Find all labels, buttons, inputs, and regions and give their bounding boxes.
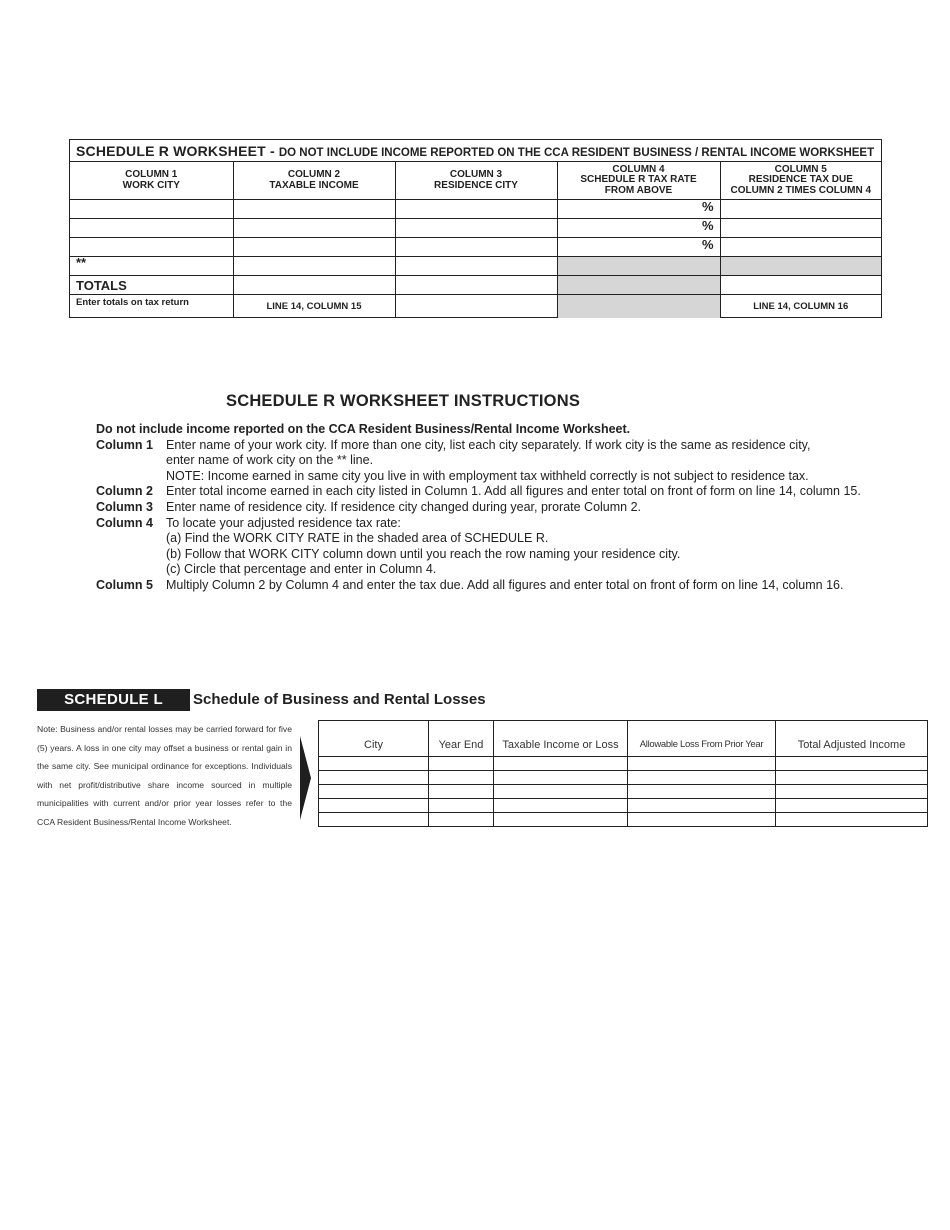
city-input[interactable] — [319, 771, 429, 785]
instruction-line: (b) Follow that WORK CITY column down until you reach the row naming your residence city. — [166, 546, 681, 561]
total-residence-tax-input[interactable] — [720, 276, 881, 295]
shaded-cell — [557, 257, 720, 276]
city-input[interactable] — [319, 757, 429, 771]
allowable-loss-header: Allowable Loss From Prior Year — [628, 721, 776, 757]
year-end-input[interactable] — [429, 757, 494, 771]
instruction-line: Enter total income earned in each city listed in Column 1. Add all figures and enter total on front of form on line 14, column 15. — [166, 484, 861, 499]
work-city-input-1[interactable] — [70, 200, 233, 219]
year-end-input[interactable] — [429, 785, 494, 799]
shaded-cell — [557, 276, 720, 295]
work-city-input-3[interactable] — [70, 238, 233, 257]
star-row — [70, 257, 881, 276]
col5-header: COLUMN 5 RESIDENCE TAX DUE COLUMN 2 TIMES COLUMN 4 — [720, 162, 881, 200]
residence-city-input-3[interactable] — [395, 238, 557, 257]
table-row — [70, 219, 881, 238]
year-end-input[interactable] — [429, 813, 494, 827]
instruction-line: enter name of work city on the ** line. — [166, 453, 374, 468]
instruction-column-1 — [96, 438, 896, 485]
col4-header: COLUMN 4 SCHEDULE R TAX RATE FROM ABOVE — [557, 162, 720, 200]
year-end-header: Year End — [429, 721, 494, 757]
star-taxable-income-input[interactable] — [233, 257, 395, 276]
residence-city-input-1[interactable] — [395, 200, 557, 219]
table-row — [319, 771, 928, 785]
schedule-l-badge: SCHEDULE L — [37, 689, 190, 711]
instruction-column-2 — [96, 484, 896, 500]
instruction-label: Column 3 — [96, 499, 153, 514]
tax-rate-input-1[interactable]: % — [557, 200, 720, 219]
instruction-column-4 — [96, 516, 896, 578]
star-residence-city-input[interactable] — [395, 257, 557, 276]
total-adjusted-income-input[interactable] — [776, 757, 928, 771]
total-adjusted-income-input[interactable] — [776, 785, 928, 799]
arrow-pointer-icon — [300, 736, 312, 820]
schedule-l-table — [318, 720, 928, 827]
instructions-block — [96, 422, 896, 594]
taxable-income-input[interactable] — [494, 771, 628, 785]
schedule-l-header-row — [319, 721, 928, 757]
residence-tax-input-1[interactable] — [720, 200, 881, 219]
city-header: City — [319, 721, 429, 757]
shaded-cell — [557, 295, 720, 318]
star-row-label[interactable]: ** — [70, 257, 233, 276]
instruction-label: Column 2 — [96, 484, 153, 499]
col3-header: COLUMN 3 RESIDENCE CITY — [395, 162, 557, 200]
enter-totals-col3-cell — [395, 295, 557, 318]
col1-header: COLUMN 1 WORK CITY — [70, 162, 233, 200]
instruction-line: Enter name of residence city. If residence city changed during year, prorate Column 2. — [166, 499, 642, 514]
instruction-line: To locate your adjusted residence tax rate: — [166, 515, 401, 530]
allowable-loss-input[interactable] — [628, 785, 776, 799]
totals-col3-cell — [395, 276, 557, 295]
instruction-line: Multiply Column 2 by Column 4 and enter the tax due. Add all figures and enter total on front of form on line 14, column 16. — [166, 577, 844, 592]
allowable-loss-input[interactable] — [628, 771, 776, 785]
instructions-title: SCHEDULE R WORKSHEET INSTRUCTIONS — [226, 392, 581, 410]
worksheet-table — [70, 162, 881, 318]
allowable-loss-input[interactable] — [628, 799, 776, 813]
instruction-column-5 — [96, 578, 896, 594]
worksheet-title: SCHEDULE R WORKSHEET - — [76, 143, 275, 159]
schedule-l-title: Schedule of Business and Rental Losses — [193, 691, 486, 708]
schedule-l-note: Note: Business and/or rental losses may be carried forward for five (5) years. A loss in one city may offset a business or rental gain in the same city. See municipal ordinance for exceptions. Individuals with net profit/distributive share income sourced in multiple municipalities with current and/or prior year losses refer to the CCA Resident Business/Rental Income Worksheet. — [37, 724, 292, 827]
totals-row — [70, 276, 881, 295]
instruction-column-3 — [96, 500, 896, 516]
worksheet-title-bar — [70, 140, 881, 162]
residence-city-input-2[interactable] — [395, 219, 557, 238]
instructions-lead: Do not include income reported on the CCA Resident Business/Rental Income Worksheet. — [96, 422, 631, 436]
enter-totals-row — [70, 295, 881, 318]
tax-rate-input-3[interactable]: % — [557, 238, 720, 257]
taxable-income-input-1[interactable] — [233, 200, 395, 219]
total-adjusted-income-input[interactable] — [776, 799, 928, 813]
totals-label: TOTALS — [70, 276, 233, 295]
worksheet-subtitle: DO NOT INCLUDE INCOME REPORTED ON THE CCA RESIDENT BUSINESS / RENTAL INCOME WORKSHEET — [278, 147, 875, 159]
allowable-loss-input[interactable] — [628, 757, 776, 771]
instruction-line: NOTE: Income earned in same city you live in with employment tax withheld correctly is not subject to residence tax. — [166, 468, 809, 483]
taxable-income-input-3[interactable] — [233, 238, 395, 257]
enter-totals-label: Enter totals on tax return — [70, 295, 233, 318]
table-row — [70, 200, 881, 219]
worksheet-header-row — [70, 162, 881, 200]
allowable-loss-input[interactable] — [628, 813, 776, 827]
taxable-income-header: Taxable Income or Loss — [494, 721, 628, 757]
total-taxable-income-input[interactable] — [233, 276, 395, 295]
col2-header: COLUMN 2 TAXABLE INCOME — [233, 162, 395, 200]
total-adjusted-income-input[interactable] — [776, 813, 928, 827]
total-adjusted-income-input[interactable] — [776, 771, 928, 785]
year-end-input[interactable] — [429, 771, 494, 785]
table-row — [319, 799, 928, 813]
taxable-income-input[interactable] — [494, 757, 628, 771]
year-end-input[interactable] — [429, 799, 494, 813]
instruction-label: Column 4 — [96, 515, 153, 530]
instruction-label: Column 1 — [96, 437, 153, 452]
total-adjusted-income-header: Total Adjusted Income — [776, 721, 928, 757]
residence-tax-input-3[interactable] — [720, 238, 881, 257]
taxable-income-input[interactable] — [494, 813, 628, 827]
instruction-line: Enter name of your work city. If more than one city, list each city separately. If work city is the same as residence city, — [166, 437, 811, 452]
city-input[interactable] — [319, 813, 429, 827]
residence-tax-input-2[interactable] — [720, 219, 881, 238]
line14-col16-label: LINE 14, COLUMN 16 — [753, 300, 849, 312]
table-row — [319, 757, 928, 771]
tax-rate-input-2[interactable]: % — [557, 219, 720, 238]
instruction-label: Column 5 — [96, 577, 153, 592]
table-row — [319, 785, 928, 799]
taxable-income-input-2[interactable] — [233, 219, 395, 238]
table-row — [319, 813, 928, 827]
city-input[interactable] — [319, 799, 429, 813]
work-city-input-2[interactable] — [70, 219, 233, 238]
instruction-line: (a) Find the WORK CITY RATE in the shaded area of SCHEDULE R. — [166, 531, 549, 546]
taxable-income-input[interactable] — [494, 799, 628, 813]
taxable-income-input[interactable] — [494, 785, 628, 799]
shaded-cell — [720, 257, 881, 276]
schedule-r-worksheet — [69, 139, 882, 318]
instruction-line: (c) Circle that percentage and enter in Column 4. — [166, 562, 437, 577]
line14-col15-label: LINE 14, COLUMN 15 — [233, 295, 395, 318]
table-row — [70, 238, 881, 257]
city-input[interactable] — [319, 785, 429, 799]
